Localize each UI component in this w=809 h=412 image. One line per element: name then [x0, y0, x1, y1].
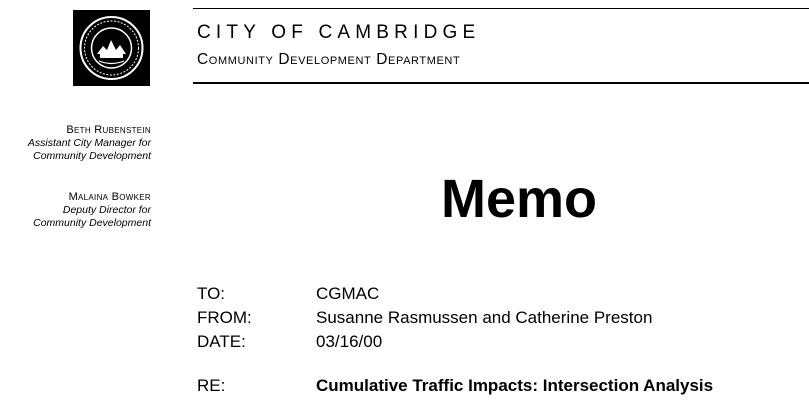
re-value: Cumulative Traffic Impacts: Intersection Analysis [316, 376, 714, 395]
city-seal-graphic [73, 10, 150, 86]
to-value: CGMAC [316, 284, 380, 303]
staff-name: Malaina Bowker [68, 191, 151, 203]
header-rule-top [193, 8, 809, 9]
from-value: Susanne Rasmussen and Catherine Preston [316, 308, 653, 327]
date-label: DATE: [197, 332, 246, 351]
city-seal-icon [73, 10, 150, 86]
staff-name: Beth Rubenstein [66, 124, 151, 136]
re-label: RE: [197, 376, 226, 395]
memo-title: Memo [441, 169, 598, 229]
staff-role-line: Community Development [33, 217, 151, 229]
staff-role-line: Assistant City Manager for [27, 137, 151, 149]
header-rule-bottom [193, 82, 809, 84]
department-name: Community Development Department [197, 51, 461, 68]
to-label: TO: [197, 284, 226, 303]
city-name: CITY OF CAMBRIDGE [197, 22, 481, 43]
staff-block-2 [33, 191, 151, 230]
staff-block-1 [28, 124, 151, 163]
staff-role-line: Deputy Director for [62, 204, 151, 216]
date-value: 03/16/00 [316, 332, 383, 351]
staff-role-line: Community Development [33, 150, 151, 162]
from-label: FROM: [197, 308, 252, 327]
